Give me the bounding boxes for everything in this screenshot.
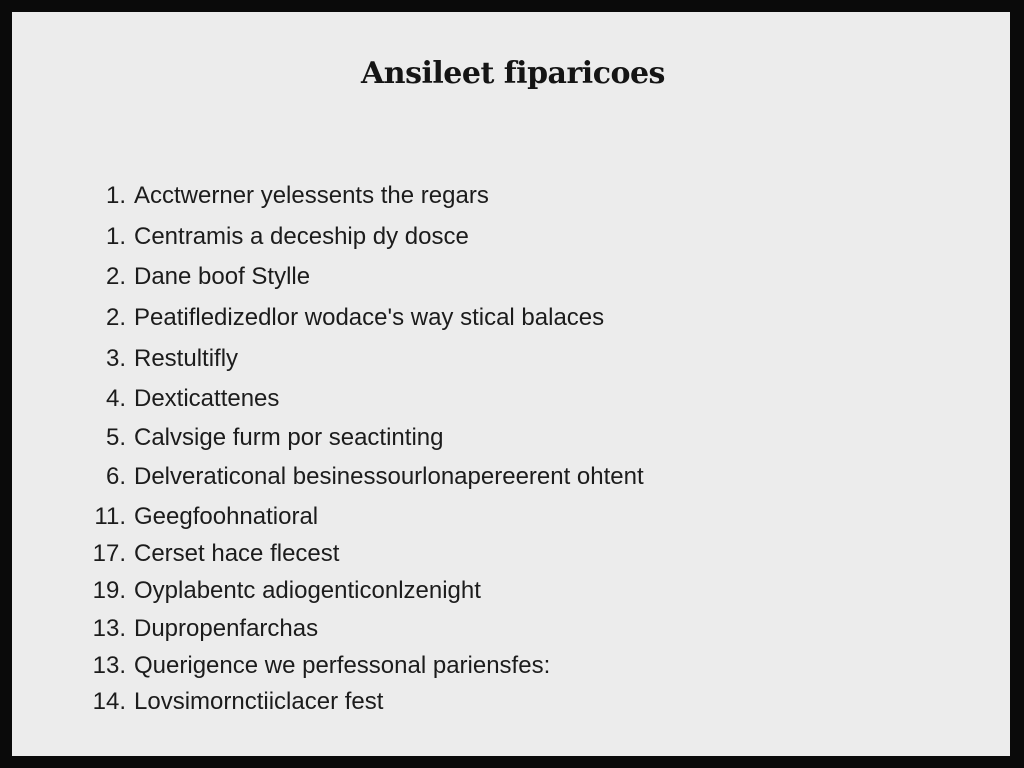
list-item <box>0 500 1024 534</box>
item-number: 17. <box>92 540 126 567</box>
item-number: 4. <box>105 385 126 412</box>
item-text: Calvsige furm por seactinting <box>134 424 444 451</box>
item-text: Centramis a deceship dy dosce <box>134 223 469 250</box>
item-text: Cerset hace flecest <box>134 540 340 567</box>
list-item <box>0 260 1024 294</box>
item-text: Acctwerner yelessents the regars <box>134 182 489 209</box>
list-item <box>0 574 1024 608</box>
item-text: Dupropenfarchas <box>134 615 319 642</box>
list-item <box>0 301 1024 335</box>
list-item <box>0 685 1024 719</box>
list-item <box>0 342 1024 376</box>
list-item <box>0 179 1024 213</box>
item-text: Oyplabentc adiogenticonlzenight <box>134 577 481 604</box>
item-number: 11. <box>94 503 126 530</box>
list-item <box>0 382 1024 416</box>
list-item <box>0 537 1024 571</box>
item-text: Dexticattenes <box>134 385 280 412</box>
list-item <box>0 460 1024 494</box>
item-number: 3. <box>105 345 126 372</box>
item-number: 1. <box>105 182 126 209</box>
item-number: 2. <box>105 263 126 290</box>
list-item <box>0 649 1024 683</box>
item-number: 19. <box>92 577 126 604</box>
item-text: Geegfoohnatioral <box>134 503 319 530</box>
item-text: Lovsimornctiiclacer fest <box>134 688 384 715</box>
list-item <box>0 220 1024 254</box>
item-text: Peatifledizedlor wodace's way stical balaces <box>134 304 605 331</box>
list-item <box>0 612 1024 646</box>
item-number: 1. <box>105 223 126 250</box>
item-number: 5. <box>105 424 126 451</box>
item-number: 14. <box>92 688 126 715</box>
item-text: Delveraticonal besinessourlonapereerent ohtent <box>134 463 644 490</box>
list-item <box>0 421 1024 455</box>
item-text: Dane boof Stylle <box>134 263 311 290</box>
item-text: Querigence we perfessonal pariensfes: <box>134 652 551 679</box>
item-number: 13. <box>92 615 126 642</box>
item-number: 13. <box>92 652 126 679</box>
item-number: 6. <box>105 463 126 490</box>
item-text: Restultifly <box>134 345 239 372</box>
page-title: Ansileet fiparicoes <box>361 56 665 91</box>
item-number: 2. <box>105 304 126 331</box>
